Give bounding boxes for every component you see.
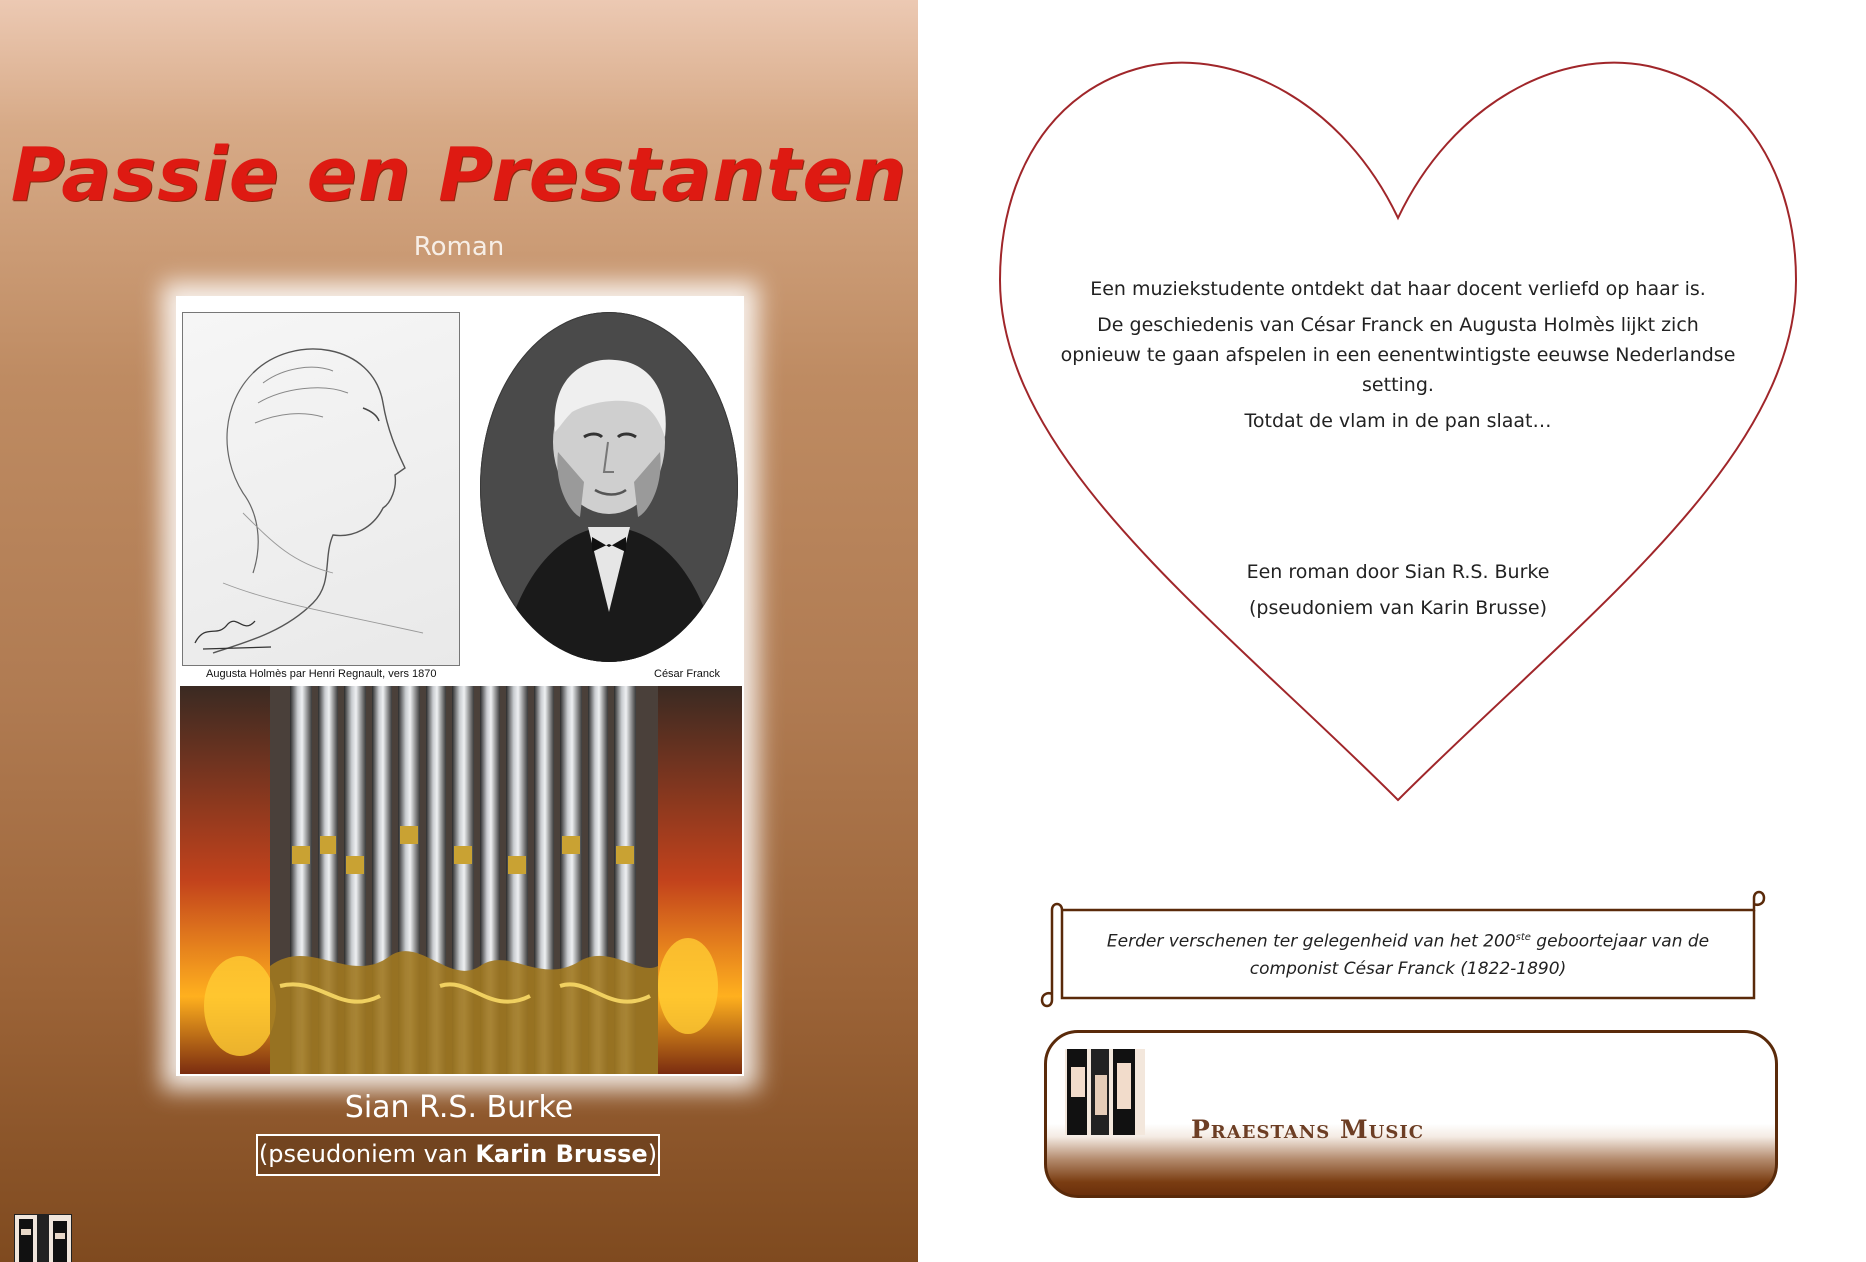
scroll-text-part1: Eerder verschenen ter gelegenheid van het 200	[1106, 931, 1516, 952]
blurb-line-1: Een muziekstudente ontdekt dat haar docent verliefd op haar is.	[1090, 278, 1706, 300]
book-subtitle: Roman	[413, 232, 505, 262]
blurb	[1058, 274, 1738, 442]
blurb-line-2: De geschiedenis van César Franck en Augusta Holmès lijkt zich opnieuw te gaan afspelen in een eenentwintigste eeuwse Nederlandse setting.	[1060, 314, 1736, 396]
book-title: Passie en Prestanten	[10, 132, 908, 218]
organ-pipes-image	[180, 686, 742, 1074]
publisher-name: Praestans Music	[1191, 1115, 1425, 1144]
pseudonym-prefix: (pseudoniem van	[258, 1140, 476, 1168]
augusta-holmes-sketch	[182, 312, 460, 666]
scroll-text-part2: geboortejaar van de	[1530, 931, 1710, 952]
publisher-logo-icon	[1065, 1049, 1145, 1135]
scroll-text-line-2: componist César Franck (1822-1890)	[1249, 958, 1567, 979]
scroll-text-line-1	[1088, 924, 1728, 956]
scroll-text	[1088, 924, 1728, 983]
portraits-panel	[180, 310, 740, 686]
caption-franck: César Franck	[654, 668, 721, 680]
caption-augusta: Augusta Holmès par Henri Regnault, vers 1870	[206, 668, 437, 680]
pseudonym-box	[256, 1134, 660, 1176]
pseudonym-suffix: )	[647, 1140, 658, 1168]
back-cover	[918, 0, 1866, 1262]
publisher-panel	[1044, 1030, 1778, 1198]
organ-pipes-logo-icon	[14, 1214, 72, 1262]
pseudonym-name: Karin Brusse	[475, 1140, 648, 1168]
blurb-line-3: Totdat de vlam in de pan slaat…	[1244, 410, 1552, 432]
byline: Een roman door Sian R.S. Burke	[1246, 561, 1550, 583]
byline-block	[1058, 554, 1738, 626]
author-name: Sian R.S. Burke	[344, 1090, 574, 1125]
front-cover	[0, 0, 918, 1262]
byline-pseudonym: (pseudoniem van Karin Brusse)	[1248, 597, 1548, 619]
scroll-text-sup: ste	[1515, 932, 1531, 943]
cesar-franck-portrait	[480, 312, 738, 662]
